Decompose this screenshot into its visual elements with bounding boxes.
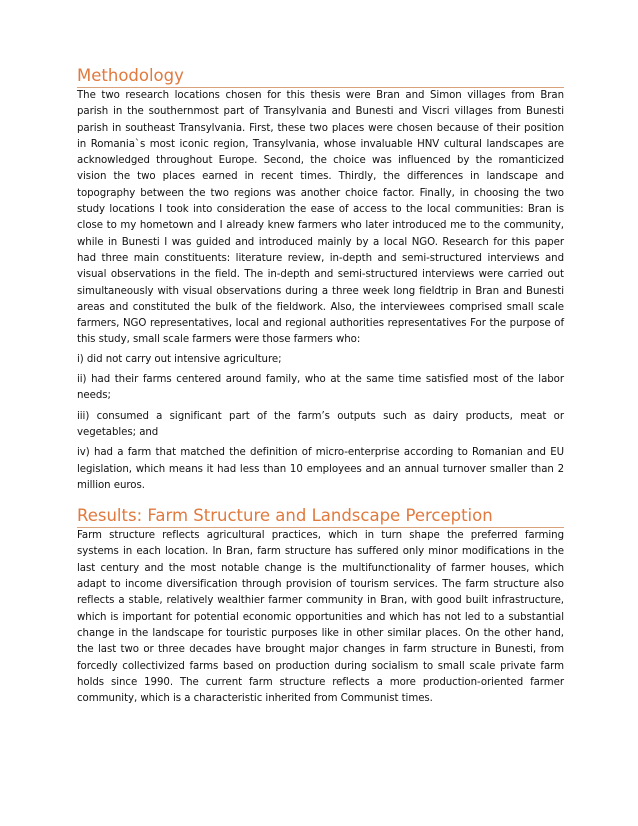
- results-body-paragraph: Farm structure reflects agricultural practices, which in turn shape the preferred farming systems in each location. In Bran, farm structure has suffered only minor modifications in the last century and the most notable change is the multifunctionality of farmer houses, which adapt to income diversification through provision of tourism services. The farm structure also reflects a stable, relatively wealthier farmer community in Bran, with good built infrastructure, which is important for potential economic opportunities and which has not led to a substantial change in the landscape for touristic purposes like in other similar places. On the other hand, the last two or three decades have brought major changes in farm structure in Bunesti, from forcedly collectivized farms based on production during socialism to small scale private farm holds since 1990. The current farm structure reflects a more production-oriented farmer community, which is a characteristic inherited from Communist times.: [77, 530, 564, 705]
- criterion-item-3: iii) consumed a significant part of the farm’s outputs such as dairy products, meat or vegetables; and: [77, 410, 564, 438]
- methodology-intro-paragraph: The two research locations chosen for this thesis were Bran and Simon villages from Bran parish in the southernmost part of Transylvania and Bunesti and Viscri villages from Bunesti parish in southeast Transylvania. First, these two places were chosen because of their position in Romania`s most iconic region, Transylvania, whose invaluable HNV cultural landscapes are acknowledged throughout Europe. Second, the choice was influenced by the romanticized vision the two places earned in recent times. Thirdly, the differences in landscape and topography between the two regions was another choice factor. Finally, in choosing the two study locations I took into consideration the ease of access to the local communities: Bran is close to my hometown and I already knew farmers who later introduced me to the community, while in Bunesti I was guided and introduced mainly by a local NGO. Research for this paper had three main constituents: literature review, in-depth and semi-structured interviews and visual observations in the field. The in-depth and semi-structured interviews were carried out simultaneously with visual observations during a three week long fieldtrip in Bran and Bunesti areas and constituted the bulk of the fieldwork. Also, the interviewees comprised small scale farmers, NGO representatives, local and regional authorities representatives For the purpose of this study, small scale farmers were those farmers who:: [77, 90, 564, 346]
- results-heading: Results: Farm Structure and Landscape Perception: [77, 506, 564, 528]
- methodology-heading: Methodology: [77, 66, 564, 88]
- criterion-item-1: i) did not carry out intensive agriculture;: [77, 353, 282, 365]
- methodology-section: [77, 66, 564, 494]
- criterion-item-4: iv) had a farm that matched the definition of micro-enterprise according to Romanian and EU legislation, which means it had less than 10 employees and an annual turnover smaller than 2 million euros.: [77, 447, 564, 491]
- results-section: [77, 506, 564, 707]
- criterion-item-2: ii) had their farms centered around family, who at the same time satisfied most of the labor needs;: [77, 374, 564, 402]
